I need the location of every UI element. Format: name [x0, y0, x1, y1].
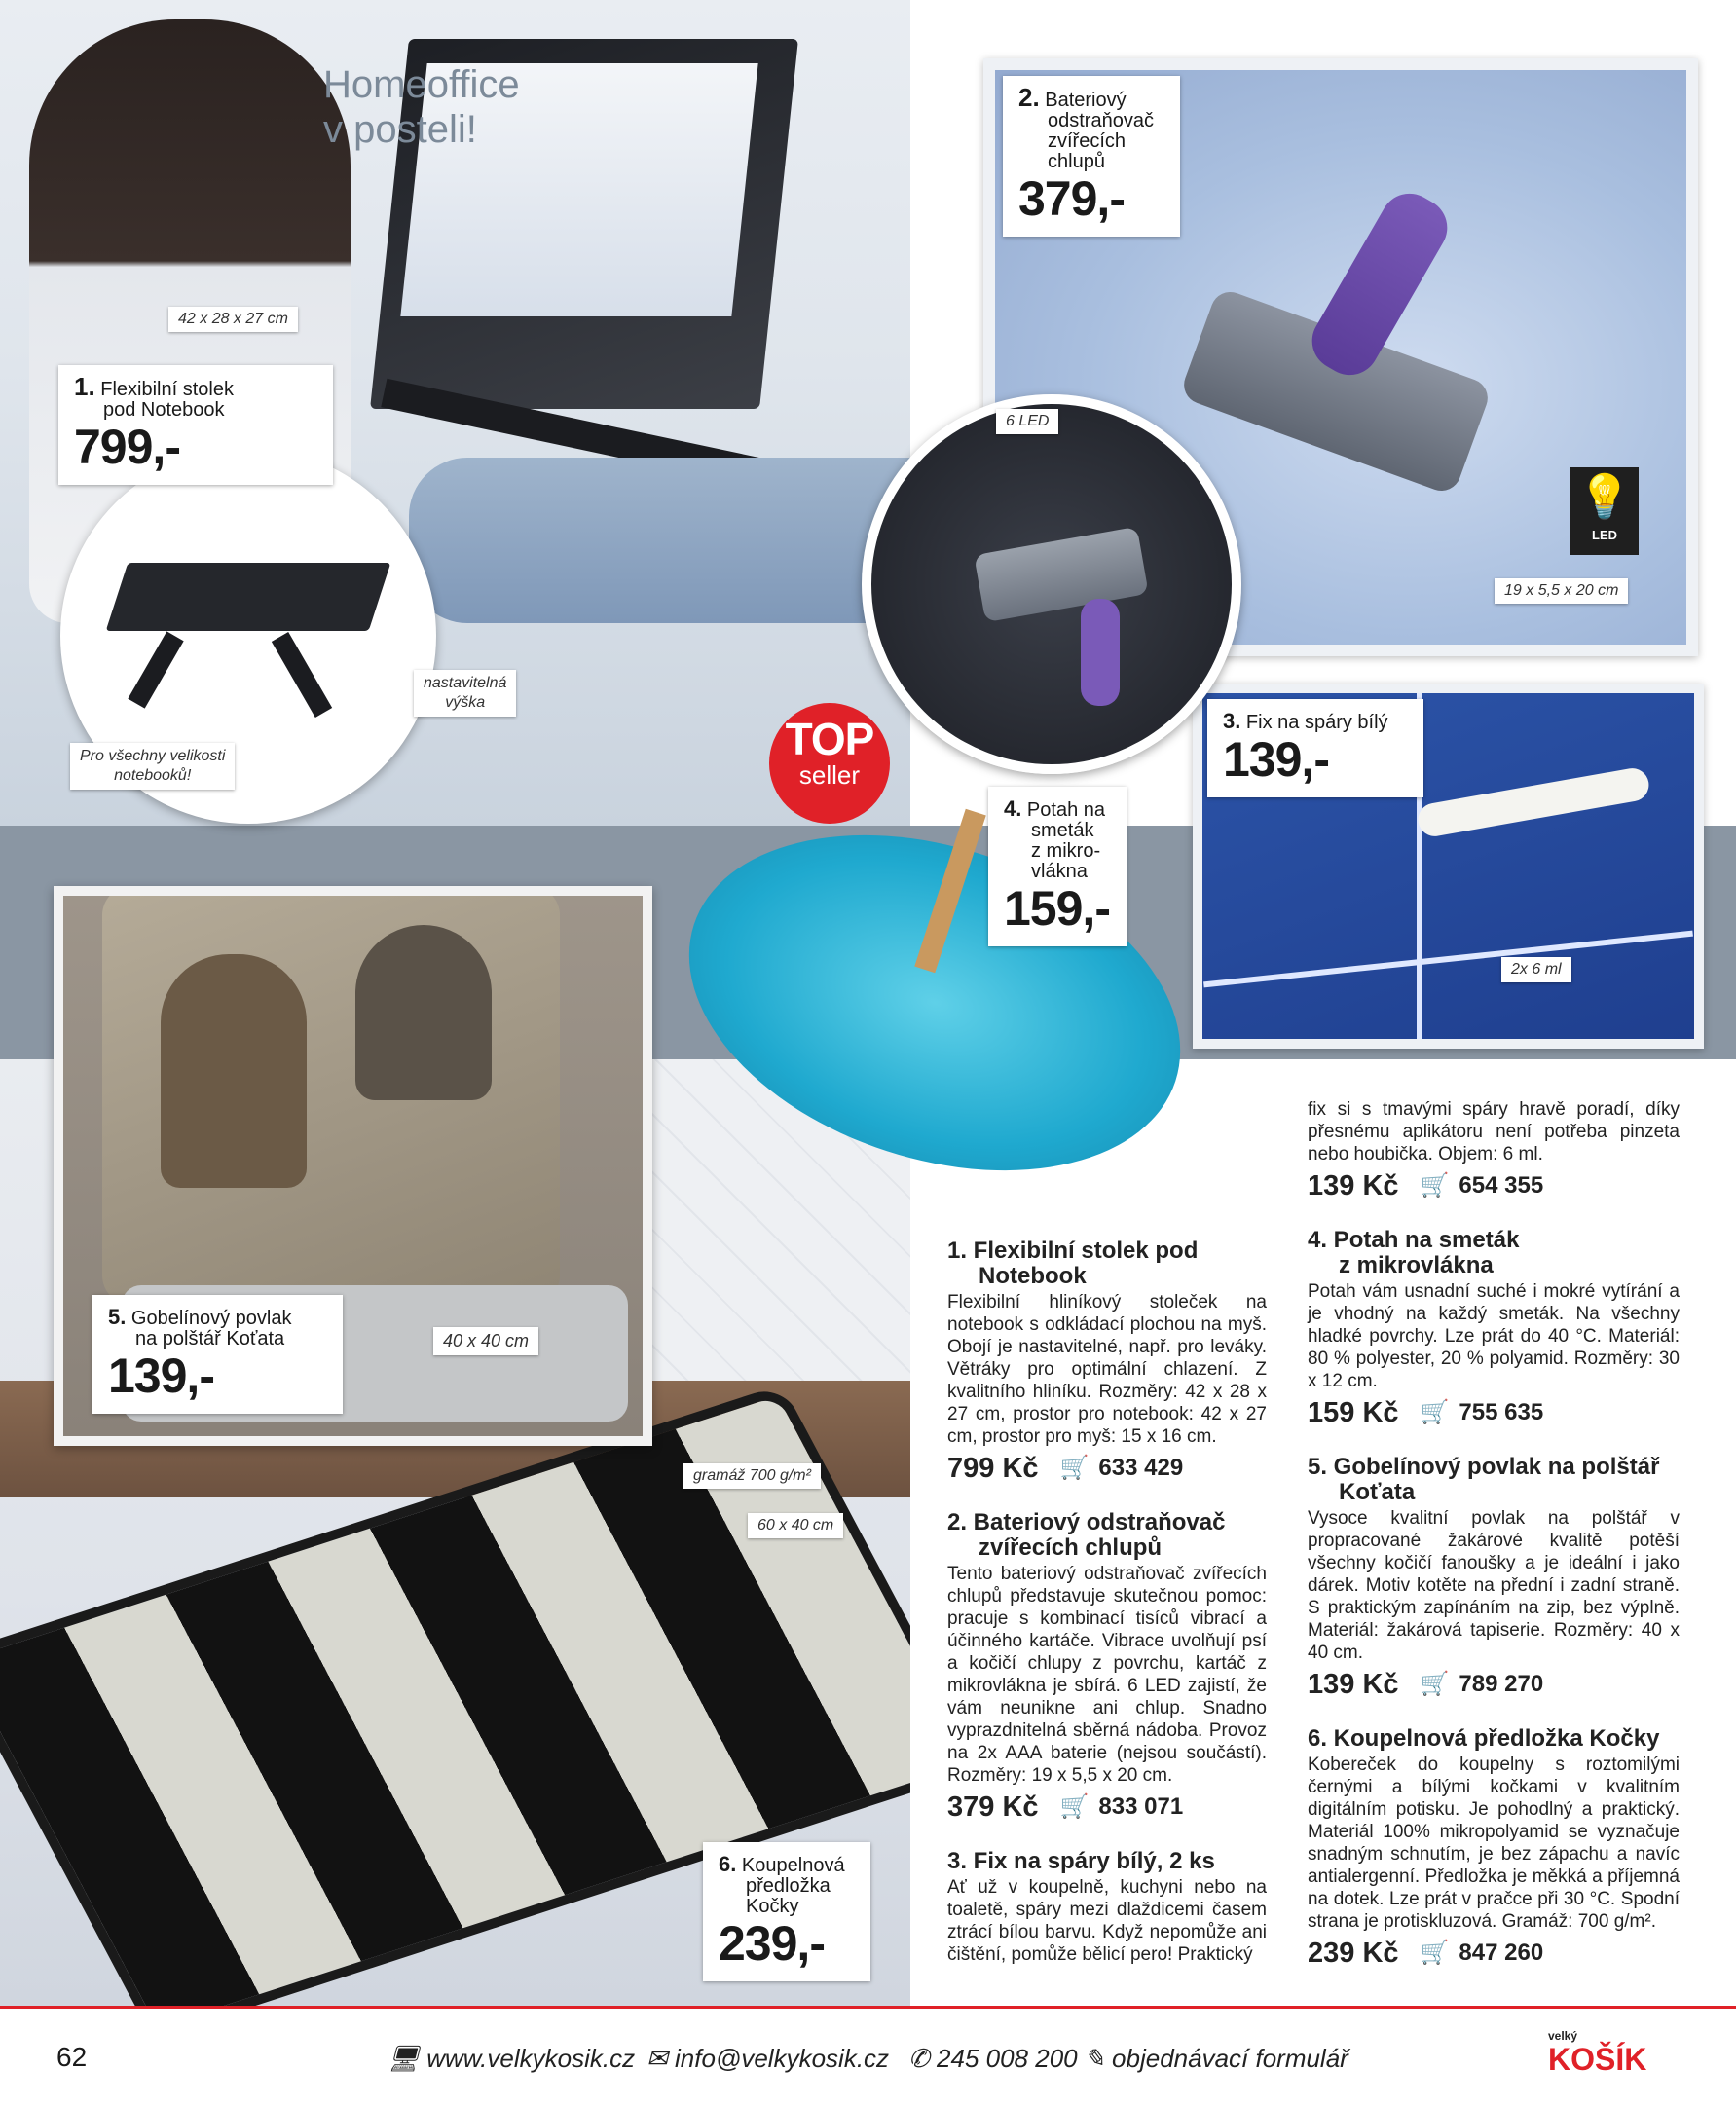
pricebox-2-name-4: chlupů	[1048, 151, 1105, 172]
pricebox-4-name-1: Potah na	[1026, 799, 1105, 821]
led-badge-label: LED	[1592, 528, 1617, 542]
product-2-code: 833 071	[1098, 1793, 1184, 1820]
top-badge-line2: seller	[798, 760, 861, 790]
product-4-title-2: z mikrovlákna	[1339, 1252, 1494, 1278]
product-2-text: Tento bateriový odstraňovač zvířecích chlupů představuje skutečnou pomoc: pracuje s kombinací tisíců vibrací a účinného kartáče. Vibrace uvolňují psí a kočičí chlupy z povrchu, kartáč z mikrovlákna je sbírá. 6 LED zajistí, že vám neunikne ani chlup. Snadno vyprazdnitelná sběrná nádoba. Provoz na 2x AAA baterie (nejsou součástí). Rozměry: 19 x 5,5 x 20 cm.	[947, 1564, 1267, 1786]
product-1-text: Flexibilní hliníkový stoleček na notebook s odkládací plochou na myš. Obojí je nastavitelné, např. pro leváky. Větráky pro optimální chlazení. Z kvalitního hliníku. Rozměry: 42 x 28 x 27 cm, prostor pro notebook: 42 x 27 cm, prostor pro myš: 15 x 16 cm.	[947, 1292, 1267, 1447]
tag-fix-ml: 2x 6 ml	[1501, 957, 1571, 982]
product-6-desc	[1308, 1726, 1680, 1970]
product-4-price: 159 Kč	[1308, 1397, 1399, 1428]
top-badge-line1: TOP	[785, 714, 874, 764]
pricebox-2	[1003, 76, 1180, 237]
product-2-desc	[947, 1510, 1267, 1824]
lightbulb-icon: 💡	[1577, 473, 1632, 521]
product-2-price: 379 Kč	[947, 1792, 1039, 1823]
product-4-desc	[1308, 1228, 1680, 1429]
email-link[interactable]	[646, 2044, 889, 2074]
product-1-code: 633 429	[1098, 1455, 1184, 1481]
product-6-price: 239 Kč	[1308, 1938, 1399, 1969]
tag-height-line2: výška	[445, 694, 486, 711]
tag-all-sizes-line1: Pro všechny velikosti	[80, 748, 226, 764]
product-3-price-line	[1308, 1169, 1680, 1202]
product-3-price: 139 Kč	[1308, 1170, 1399, 1201]
pen-shape	[1416, 765, 1651, 838]
pencil-icon: ✎	[1084, 2044, 1105, 2073]
pricebox-3-num: 3.	[1223, 709, 1241, 733]
pricebox-5-num: 5.	[108, 1305, 127, 1329]
product-6-text: Kobereček do koupelny s roztomilými černými a bílými kočkami v kvalitním digitálním potisku. Je pohodlný a praktický. Materiál 100% mikropolyamid se vyznačuje snadným schnutím, je bez zápachu a navíc antialergenní. Předložka je měkká a příjemná na dotek. Lze prát v pračce při 30 °C. Spodní strana je protiskluzová. Gramáž: 700 g/m².	[1308, 1755, 1680, 1932]
kitten-left	[161, 954, 307, 1188]
product-3-title: 3. Fix na spáry bílý, 2 ks	[947, 1848, 1215, 1874]
pricebox-1-price: 799,-	[74, 420, 180, 474]
product-5-title-2: Koťata	[1339, 1479, 1416, 1505]
product-3-desc	[947, 1849, 1267, 1966]
order-form-link[interactable]	[1084, 2044, 1348, 2074]
product-5-code: 789 270	[1459, 1671, 1544, 1697]
phone-link[interactable]	[908, 2044, 1078, 2074]
pricebox-3-price: 139,-	[1223, 732, 1329, 787]
cart-icon: 🛒	[1420, 1172, 1450, 1199]
roller-small-handle	[1081, 599, 1120, 706]
product-6-price-line	[1308, 1937, 1680, 1970]
product-1-price: 799 Kč	[947, 1453, 1039, 1484]
product-2-title: 2. Bateriový odstraňovač	[947, 1509, 1226, 1535]
product-4-code: 755 635	[1459, 1399, 1544, 1425]
phone-link-text: 245 008 200	[937, 2044, 1078, 2073]
homeoffice-headline	[323, 62, 520, 152]
tag-height-adjustable	[414, 670, 516, 717]
product-3-text-cont: fix si s tmavými spáry hravě poradí, díky přesnému aplikátoru není potřeba pinzeta nebo houbička. Objem: 6 ml.	[1308, 1099, 1680, 1164]
product-1-title-2: Notebook	[979, 1263, 1087, 1289]
product-3-code: 654 355	[1459, 1172, 1544, 1199]
kitten-right	[355, 925, 492, 1100]
led-badge	[1570, 467, 1639, 555]
pricebox-6-num: 6.	[719, 1852, 737, 1876]
pricebox-2-name-1: Bateriový	[1045, 90, 1127, 111]
pricebox-2-price: 379,-	[1018, 171, 1125, 226]
table-leg-2	[272, 632, 332, 718]
product-6-title: 6. Koupelnová předložka Kočky	[1308, 1725, 1660, 1752]
cart-icon: 🛒	[1420, 1399, 1450, 1425]
cart-icon: 🛒	[1059, 1455, 1090, 1481]
table-leg-1	[128, 631, 183, 708]
product-1-title: 1. Flexibilní stolek pod	[947, 1238, 1199, 1264]
pricebox-3-name-1: Fix na spáry bílý	[1245, 712, 1388, 733]
page-footer	[0, 2006, 1736, 2106]
logo-text: KOŠÍK	[1548, 2042, 1647, 2077]
product-6-code: 847 260	[1459, 1940, 1544, 1966]
tag-all-sizes-line2: notebooků!	[114, 767, 192, 784]
tag-laptop-dims: 42 x 28 x 27 cm	[168, 307, 298, 332]
product-3-text: Ať už v koupelně, kuchyni nebo na toaletě, spáry mezi dlaždicemi časem ztrácí bílou barvu. Když nepomůže ani čištění, pomůže bělicí pero! Praktický	[947, 1877, 1267, 1965]
pricebox-2-num: 2.	[1018, 83, 1040, 112]
pricebox-2-name-3: zvířecích	[1048, 130, 1127, 152]
led-detail-photo	[862, 394, 1241, 774]
email-link-text: info@velkykosik.cz	[675, 2044, 890, 2073]
jeans-legs	[409, 458, 910, 623]
pricebox-4-price: 159,-	[1004, 881, 1110, 936]
pricebox-5-price: 139,-	[108, 1349, 214, 1403]
pricebox-4-num: 4.	[1004, 796, 1022, 821]
product-5-desc	[1308, 1455, 1680, 1701]
product-4-text: Potah vám usnadní suché i mokré vytírání a je vhodný na každý smeták. Na všechny hladké povrchy. Lze prát do 40 °C. Materiál: 80 % polyester, 20 % polyamid. Rozměry: 30 x 12 cm.	[1308, 1281, 1680, 1391]
pricebox-4-name-2: smeták	[1031, 820, 1094, 841]
pricebox-5	[92, 1295, 343, 1414]
cart-icon: 🛒	[1420, 1671, 1450, 1697]
text-column-middle	[947, 1238, 1267, 1991]
pricebox-1-name-2: pod Notebook	[103, 399, 225, 421]
tag-height-line1: nastavitelná	[424, 675, 507, 691]
pricebox-3	[1207, 699, 1423, 797]
cart-icon: 🛒	[1420, 1940, 1450, 1966]
product-5-price-line	[1308, 1668, 1680, 1701]
tag-6-led: 6 LED	[996, 409, 1058, 434]
text-column-right	[1308, 1098, 1680, 1995]
order-form-text: objednávací formulář	[1112, 2044, 1348, 2073]
pricebox-6	[703, 1842, 870, 1981]
pricebox-1-name-1: Flexibilní stolek	[100, 379, 234, 400]
pricebox-1-num: 1.	[74, 372, 95, 401]
headline-line-2: v posteli!	[323, 108, 477, 151]
top-seller-badge	[769, 703, 890, 824]
web-link[interactable]	[388, 2044, 635, 2074]
tile-grout-h	[1203, 931, 1693, 988]
product-1-desc	[947, 1238, 1267, 1485]
tag-roller-dims: 19 x 5,5 x 20 cm	[1495, 578, 1628, 604]
product-2-title-2: zvířecích chlupů	[979, 1534, 1163, 1561]
page-number: 62	[56, 2042, 88, 2072]
product-4-price-line	[1308, 1396, 1680, 1429]
pricebox-5-name-2: na polštář Koťata	[135, 1328, 285, 1349]
product-3-cont	[1308, 1098, 1680, 1202]
pricebox-6-price: 239,-	[719, 1916, 825, 1971]
tag-rug-dims: 60 x 40 cm	[748, 1513, 843, 1538]
product-5-price: 139 Kč	[1308, 1669, 1399, 1700]
tag-all-sizes	[70, 743, 235, 790]
roller-small	[974, 527, 1149, 622]
tag-rug-weight: gramáž 700 g/m²	[683, 1463, 821, 1489]
headline-line-1: Homeoffice	[323, 63, 520, 106]
pricebox-6-name-2: předložka	[746, 1875, 831, 1897]
pricebox-4	[988, 787, 1127, 946]
pricebox-5-name-1: Gobelínový povlak	[130, 1308, 292, 1329]
web-link-text: www.velkykosik.cz	[426, 2044, 636, 2073]
pricebox-4-name-4: vlákna	[1031, 861, 1088, 882]
pricebox-6-name-1: Koupelnová	[741, 1855, 845, 1876]
product-4-title: 4. Potah na smeták	[1308, 1227, 1520, 1253]
product-5-text: Vysoce kvalitní povlak na polštář v propracované žakárové kvalitě potěší všechny kočičí fanoušky a je ideální i jako dárek. Motiv kotěte na přední i zadní straně. S praktickým zapínáním na zip, bez výplně. Materiál: žakárová tapiserie. Rozměry: 40 x 40 cm.	[1308, 1508, 1680, 1663]
pricebox-1	[58, 365, 333, 485]
pricebox-6-name-3: Kočky	[746, 1896, 799, 1917]
logo-small-text: velký	[1548, 2029, 1578, 2043]
product-1-price-line	[947, 1452, 1267, 1485]
table-top	[106, 563, 391, 631]
monitor-icon: 🖥	[388, 2044, 421, 2073]
product-2-price-line	[947, 1791, 1267, 1824]
cart-icon: 🛒	[1059, 1793, 1090, 1820]
pricebox-2-name-2: odstraňovač	[1048, 110, 1154, 131]
product-5-title: 5. Gobelínový povlak na polštář	[1308, 1454, 1660, 1480]
tag-pillow-dims: 40 x 40 cm	[433, 1327, 538, 1355]
envelope-icon: ✉	[646, 2044, 668, 2073]
pricebox-4-name-3: z mikro-	[1031, 840, 1101, 862]
velkykosik-logo[interactable]	[1548, 2030, 1646, 2078]
phone-icon: ✆	[908, 2044, 930, 2073]
